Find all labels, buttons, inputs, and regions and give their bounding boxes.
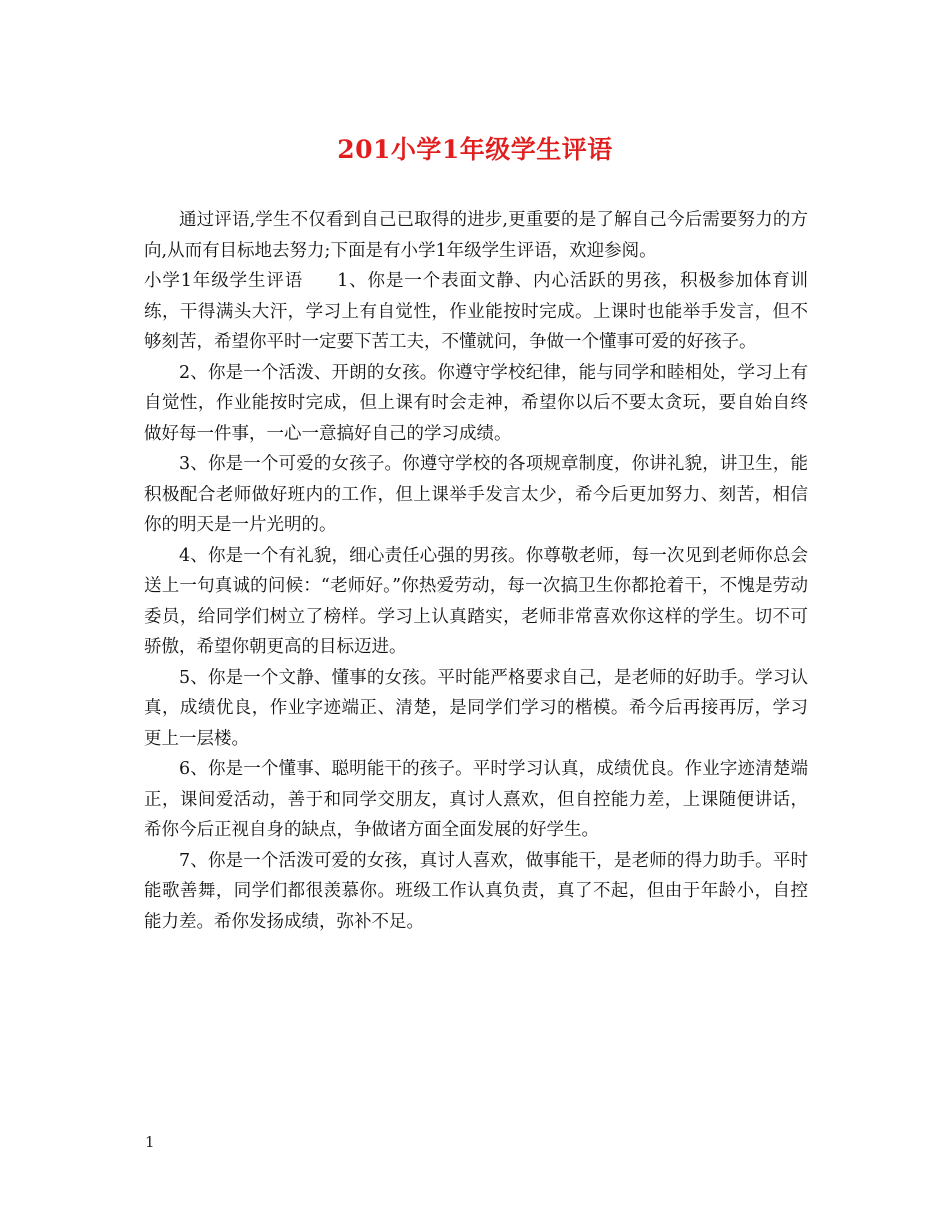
comment-paragraph-5: 5、你是一个文静、懂事的女孩。平时能严格要求自己，是老师的好助手。学习认真，成绩优良，作业字迹端正、清楚，是同学们学习的楷模。希今后再接再厉，学习更上一层楼。 [144,667,808,749]
comment-paragraph-3: 3、你是一个可爱的女孩子。你遵守学校的各项规章制度，你讲礼貌，讲卫生，能积极配合老师做好班内的工作，但上课举手发言太少，希今后更加努力、刻苦，相信你的明天是一片光明的。 [144,454,808,535]
comment-paragraph-7: 7、你是一个活泼可爱的女孩，真讨人喜欢，做事能干，是老师的得力助手。平时能歌善舞，同学们都很羡慕你。班级工作认真负责，真了不起，但由于年龄小，自控能力差。希你发扬成绩，弥补不足。 [144,850,808,932]
comment-text-1: 1、你是一个表面文静、内心活跃的男孩，积极参加体育训练，干得满头大汗，学习上有自觉性，作业能按时完成。上课时也能举手发言，但不够刻苦，希望你平时一定要下苦工夫，不懂就问，争做一个懂事可爱的好孩子。 [144,271,808,352]
comment-paragraph-1 [144,266,808,358]
comment-paragraph-6: 6、你是一个懂事、聪明能干的孩子。平时学习认真，成绩优良。作业字迹清楚端正，课间爱活动，善于和同学交朋友，真讨人熹欢，但自控能力差，上课随便讲话，希你今后正视自身的缺点，争做诸方面全面发展的好学生。 [144,759,808,840]
page-title: 201小学1年级学生评语 [337,135,613,164]
intro-paragraph: 通过评语,学生不仅看到自己已取得的进步,更重要的是了解自己今后需要努力的方向,从而有目标地去努力;下面是有小学1年级学生评语，欢迎参阅。 [144,210,808,261]
document-body [144,205,808,937]
page-number: 1 [145,1133,155,1151]
comment-paragraph-2: 2、你是一个活泼、开朗的女孩。你遵守学校纪律，能与同学和睦相处，学习上有自觉性，作业能按时完成，但上课有时会走神，希望你以后不要太贪玩，要自始自终做好每一件事，一心一意搞好自己的学习成绩。 [144,362,808,444]
comment-paragraph-4: 4、你是一个有礼貌，细心责任心强的男孩。你尊敬老师，每一次见到老师你总会送上一句真诚的问候：“老师好。”你热爱劳动，每一次搞卫生你都抢着干，不愧是劳动委员，给同学们树立了榜样。学习上认真踏实，老师非常喜欢你这样的学生。切不可骄傲，希望你朝更高的目标迈进。 [144,545,808,657]
section-heading: 小学1年级学生评语 [144,271,304,291]
